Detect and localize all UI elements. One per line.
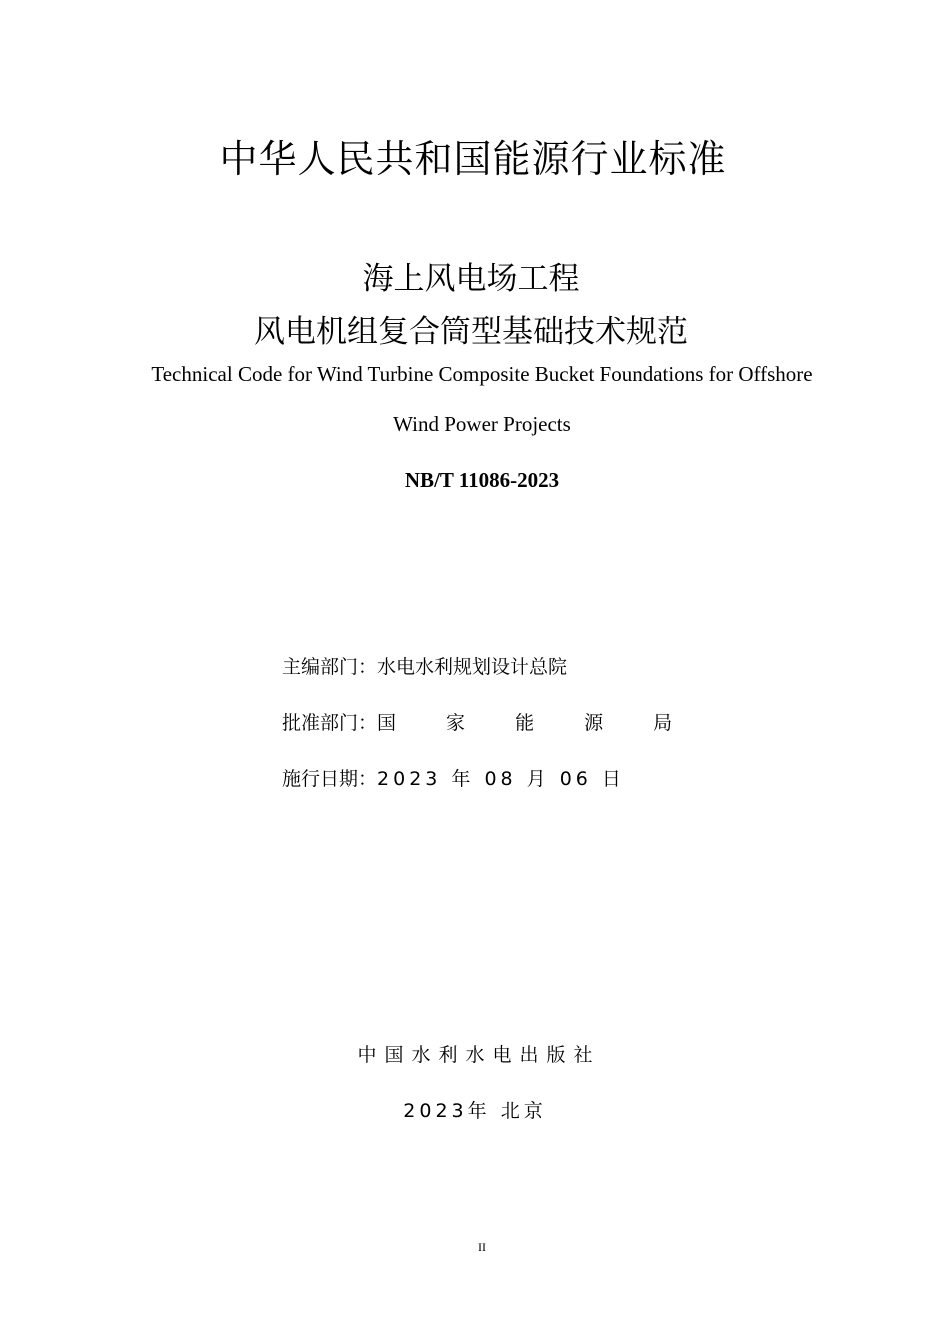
title-chinese-line-2: 风电机组复合筒型基础技术规范 <box>254 314 688 350</box>
effective-date-row <box>282 764 625 791</box>
standard-category-heading: 中华人民共和国能源行业标准 <box>219 137 727 181</box>
standard-number: NB/T 11086-2023 <box>404 468 560 492</box>
effective-date-label: 施行日期： <box>282 768 378 790</box>
publication-year-place: 2023年 北京 <box>403 1100 547 1122</box>
title-chinese-line-1: 海上风电场工程 <box>362 261 580 297</box>
approver-value: 国 家 能 源 局 <box>377 712 695 734</box>
editor-row <box>282 652 567 679</box>
page-number: II <box>478 1240 486 1254</box>
approver-label: 批准部门： <box>282 712 378 734</box>
title-english-line-1: Technical Code for Wind Turbine Composite Bucket Foundations for Offshore <box>151 362 813 386</box>
title-english-line-2: Wind Power Projects <box>393 412 571 436</box>
editor-label: 主编部门： <box>282 656 378 678</box>
editor-value: 水电水利规划设计总院 <box>377 656 568 678</box>
publisher-name: 中国水利水电出版社 <box>357 1044 601 1066</box>
approver-row <box>282 708 694 735</box>
effective-date-value: 2023 年 08 月 06 日 <box>377 768 625 790</box>
